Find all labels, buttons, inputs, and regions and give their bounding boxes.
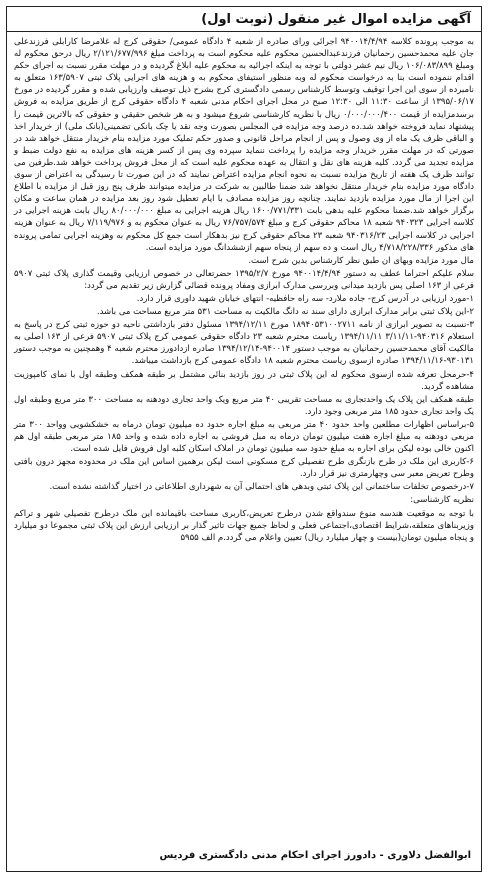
paragraph-item-6: ۶-کاربری این ملک در طرح بازنگری طرح تفصیلی کرج مسکونی است لیکن برهمین اساس این ملک در محدوده مجهز درون بافتی وطرح تعریض معبر سی وچهارمتری نیز قرار دارد.	[14, 457, 474, 480]
paragraph-asset-intro: مال مورد مزایده وبهای ان طبق نظر کارشناس بدین شرح است.	[248, 255, 474, 266]
paragraph-item-2: ۲-این پلاک ثبتی برابر مدارک ابرازی دارای سند نه دانگ مالکیت به مساحت ۵۳۱ متر مربع مساحت می باشد.	[96, 307, 474, 318]
paragraph-opinion: با توجه به موقعیت هندسه منوع سندواقع شدن درطرح تعریض،کاربری مساحت باقیمانده این ملک درطرح تفصیلی شهر و تراکم وزیربناهای متعلقه،شرایط اقتصادی،اجتماعی فعلی و لحاظ جمیع جهات تاثیر گذار بر ارزیابی ارزش این پلاک ثبتی مجموعا دو میلیارد و پنجاه میلیون تومان(بیست و چهار میلیارد ریال) تعیین واعلام می گردد.م الف ۵۹۵۵	[14, 508, 474, 543]
paragraph-item-4: ۴-حرمحل تعرفه شده ازسوی محکوم له این پلاک ثبتی در روز بازدید بنائی مشتمل بر طبقه همکف وطبقه اول با نمای کامپوزیت مشاهده گردید.	[14, 369, 474, 392]
paragraph-item-4b: طبقه همکف این پلاک یک واحدتجاری به مساحت تقریبی ۴۰ متر مربع ویک واحد تجاری دودهنه به مساحت ۳۰۰ متر مربع وطبقه اول یک واحد تجاری حدود ۱۸۵ متر مربعی وجود دارد.	[14, 394, 474, 417]
paragraph-opinion-heading: نظریه کارشناسی:	[410, 495, 474, 506]
notice-header	[7, 7, 481, 32]
legal-notice	[6, 6, 482, 872]
signature-line: ابوالفضل دلاوری - دادورز اجرای احکام مدنی دادگستری فردیس	[159, 850, 471, 861]
notice-body	[7, 32, 481, 544]
paragraph-expert-greeting: سلام علیکم احتراما عطف به دستور ۹۴۰۰۱۴/۴/۹۴ مورخ ۱۳۹۵/۲/۷ حضرتعالی در خصوص ارزیابی وقیمت گذاری پلاک ثبتی ۵۹۰۷ فرعی از ۱۶۳ اصلی پس بازدید میدانی وبررسی مدارک ابرازی ومفاد پرونده قضائی گزارش زیر تقدیم می گردد:	[14, 268, 474, 291]
paragraph-item-7: ۷-درخصوص تخلفات ساختمانی این پلاک ثبتی وبدهی های احتمالی آن به شهرداری اطلاعاتی در اختیار گذاشته نشده است.	[49, 482, 474, 493]
paragraph-main: به موجب پرونده کلاسه ۹۴۰۰۱۴/۴/۹۴ اجرائی ورای صادره از شعبه ۴ دادگاه عمومی/ حقوقی کرج له غلامرضا کارابلی فرزندعلی جان علیه محمدحسین رحمانیان فرزندعبدالحسین محکوم علیه محکوم است به پرداخت مبلغ ۲/۱۲۱/۶۷۷/۹۹۶ ریال درحق محکوم له ومبلغ ۱۰۶/۰۸۳/۸۹۹ ریال نیم عشر دولتی با توجه به اینکه اجرائیه به محکوم علیه ابلاغ گردیده و در مهلت مقرر نسبت به اجرای حکم اقدام ننموده است بنا به درخواست محکوم له وبه منظور استیفای محکوم به و هزینه های اجرایی پلاک ثبتی ۱۶۳/۵۹۰۷ متعلق به نامبرده از سوی این اجرا توقیف وتوسط کارشناس رسمی دادگستری کرج بشرح ذیل توصیف وارزیابی شده و مقرر گردیده در مورخ ۱۳۹۵/۰۶/۱۷ از ساعت ۱۱:۳۰ الی ۱۲:۳۰ صبح در محل اجرای احکام مدنی شعبه ۴ دادگاه حقوقی کرج از طریق مزایده به فروش برسدمزایده از قیمت ۰/۰۰۰/۰۰۰/۴۰۰ ریال با نظریه کارشناسی شروع میشود و به هر شخص حقیقی و حقوقی که بالاترین قیمت را پیشنهاد نماید فروخته خواهد شد.ده درصد وجه مزایده فی المجلس بصورت وجه نقد یا چک بانکی تضمینی(بانک ملی) از خریدار اخذ و الباقی ظرف یک ماه از وی وصول و پس از انجام مراحل قانونی و صدور حکم تملیک مورد مزایده بنام خریدار منتقل خواهد شد در صورتی که در مهلت مقرر خریدار وجه مزایده را پرداخت ننماید سپرده وی پس از کسر هزینه های مزایده به نفع دولت ضبط و مزایده تجدید می گردد. کلیه هزینه های نقل و انتقال به عهده محکوم علیه است که از محل فروش پرداخت خواهد شد.طرفین می توانند ظرف یک هفته از تاریخ مزایده نسبت به نحوه انجام مزایده اعتراض نمایند که در این صورت تا رسیدگی به اعتراض از سوی دادگاه مورد مزایده بنام خریدار منتقل نخواهد شد ضمنا طالبین به شرکت در مزایده میتوانند ظرف پنج روز قبل از مزایده با اطلاع این اجرا از مال مورد مزایده بازدید نمایند. چنانچه روز مزایده مصادف با ایام تعطیل شود روز بعد مزایده در همان ساعت و مکان برگزار خواهد شد.ضمنا محکوم علیه بدهی بابت ۱۶۰۰/۷۷۱/۳۳۱ ریال هزینه اجرایی به مبلغ ۸۰/۰۰۰/۰۰۰ ریال بابت هزینه اجرایی در کلاسه اجرایی ۹۴۰۳۲۳ شعبه ۱۸ محاکم حقوقی کرج و مبلغ ۷۶/۷۵۷/۵۷۴ ریال به عنوان محکوم به و ۷/۱۱۹/۹۷۶ ریال به عنوان هزینه اجرایی در کلاسه اجرایی ۹۴۰۳۱۶/۲۳ شعبه ۲۳ محاکم حقوقی کرج نیز بدهکار است جمع کل محکوم به وهزینه اجرایی تمامی پرونده های مذکور ۴/۷۱۸/۲۲۸/۳۳۶ ریال است و ده سهم از پنجاه سهم ازششدانگ مورد مزایده است.	[14, 37, 475, 253]
paragraph-item-5: ۵-براساس اظهارات مطلعین واحد حدود ۴۰ متر مربعی به مبلغ اجاره حدود ده میلیون تومان درماه به خشکشویی وواحد ۳۰۰ متر مربعی دودهنه به مبلغ اجاره هفت میلیون تومان درماه به مبل فروشی به اجاره داده شده و واحد ۱۸۵ متر مربعی طبقه اول هم اکنون خالی بوده لیکن برای اجاره به مبلغ حدود سه میلیون تومان در املاک اسکان کلبه اول فروش فایل شده است.	[14, 419, 474, 455]
paragraph-item-1: ۱-مورد ارزیابی در آدرس کرج- جاده ملارد- سه راه حافظیه- انتهای خیابان شهید داوری قرار دارد.	[136, 293, 474, 304]
notice-title: آگهی مزایده اموال غیر منقول (نوبت اول)	[201, 11, 471, 27]
paragraph-item-3: ۳-نسبت به تصویر ابرازی از نامه ۱۸۹۴۰۵۳۱۰۰۲۷۱۱ مورخ ۱۳۹۴/۱۲/۱۱ مسئول دفتر بازداشتی ناحیه دو حوزه ثبتی کرج در پاسخ به استعلام ۹۴۰۳۱۶-۳/۱۱/۱۱ ۱۳۹۴/۱۱/۱۱ ریاست محترم شعبه ۲۳ دادگاه حقوقی عمومی کرج پلاک ثبتی ۵۹۰۷ فرعی از ۱۶۳ اصلی به مالکیت آقای محمدحسین رحمانیان به موجب دستور ۹۴۰۰۱۴-۱۳۹۴/۱۲/۱۴ صادره ازدادورز محترم شعبه ۴ وهمچنین به موجب دستور ۹۳۰۱۳۱-۱۳۹۴/۱۱/۱۶ صادره ازسوی ریاست محترم شعبه ۱۸ دادگاه عمومی کرج بازداشت میباشد.	[14, 320, 474, 367]
